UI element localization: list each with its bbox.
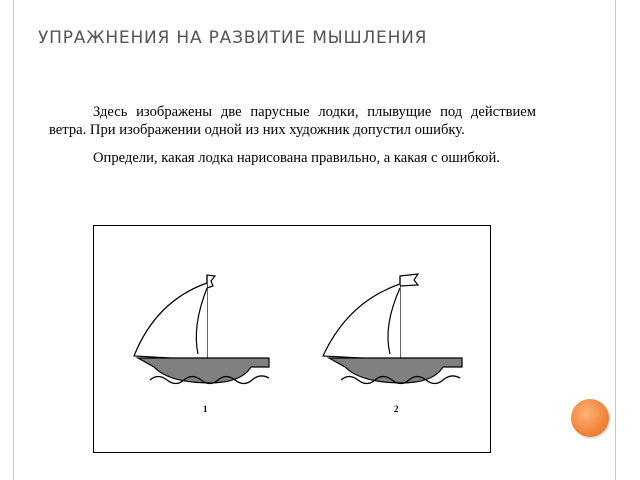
boat-2-hull [329, 358, 462, 383]
boat-1-left-sail [134, 283, 207, 360]
orange-circle-decoration [571, 399, 609, 437]
slide-body [49, 103, 536, 177]
boat-1 [134, 275, 269, 384]
boat-1-flag [207, 275, 215, 288]
boat-1-hull [138, 358, 269, 383]
slide-frame-right [615, 0, 616, 480]
boat-2-flag [400, 274, 418, 286]
boat-1-label: 1 [203, 404, 208, 414]
exercise-description: Здесь изображены две парусные лодки, плывущие под действием ветра. При изображении одной из них художник допустил ошибку. [49, 104, 536, 138]
boat-2 [323, 274, 462, 384]
slide-frame-left [13, 0, 14, 480]
slide-title: УПРАЖНЕНИЯ НА РАЗВИТИЕ МЫШЛЕНИЯ [38, 28, 428, 48]
boats-figure [93, 225, 491, 453]
boat-2-label: 2 [394, 404, 399, 414]
boats-drawing [94, 226, 492, 454]
exercise-question: Определи, какая лодка нарисована правильно, а какая с ошибкой. [93, 150, 500, 166]
